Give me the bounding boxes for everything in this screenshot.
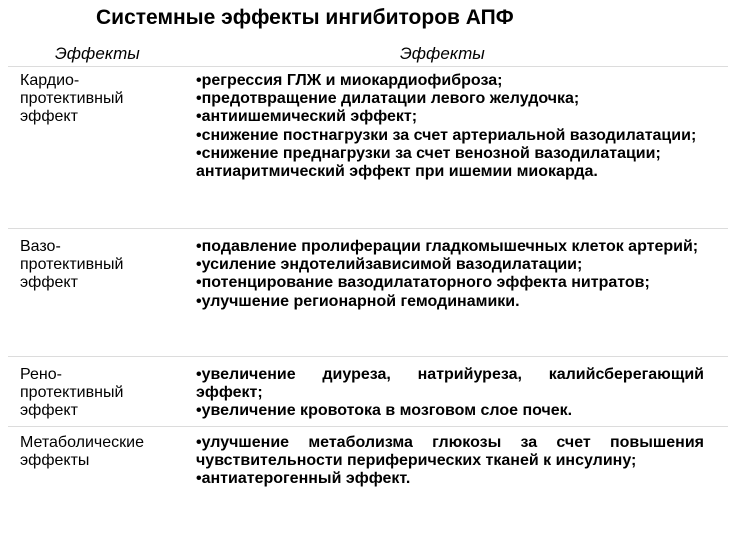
row-label-line: эффект [20,108,78,125]
row-label-line: эффекты [20,452,90,469]
row-label-line: Метаболические [20,434,144,451]
row-label-metabolic [20,434,180,470]
page-title: Системные эффекты ингибиторов АПФ [96,6,514,29]
list-item: •антиатерогенный эффект. [196,470,411,488]
list-item: •увеличение кровотока в мозговом слое почек. [196,402,573,420]
row-label-line: Рено- [20,366,62,383]
row-label-cardioprotective [20,72,180,126]
row-list-cardioprotective [196,72,704,181]
row-label-line: эффект [20,402,78,419]
list-item: •предотвращение дилатации левого желудочка; [196,90,580,108]
row-list-vasoprotective [196,238,704,311]
list-item: •подавление пролиферации гладкомышечных клеток артерий; [196,238,699,255]
list-item: •снижение преднагрузки за счет венозной вазодилатации; [196,144,661,162]
list-item: •усиление эндотелийзависимой вазодилатации; [196,256,583,274]
row-list-metabolic [196,434,704,489]
row-label-vasoprotective [20,238,180,292]
row-label-line: Вазо- [20,238,61,255]
list-item: •потенцирование вазодилататорного эффекта нитратов; [196,274,650,292]
row-label-line: Кардио- [20,72,80,89]
list-item: •улучшение регионарной гемодинамики. [196,292,520,310]
list-item: •улучшение метаболизма глюкозы за счет повышения чувствительности периферических тканей к инсулину; [196,434,704,470]
list-item: антиаритмический эффект при ишемии миокарда. [196,163,598,181]
list-item: •увеличение диуреза, натрийуреза, калийсберегающий эффект; [196,366,704,402]
row-divider [8,426,728,427]
column-header-effects-right: Эффекты [400,44,485,63]
list-item: •антиишемический эффект; [196,108,418,126]
row-divider [8,356,728,357]
list-item: •снижение постнагрузки за счет артериальной вазодилатации; [196,126,697,144]
row-label-line: протективный [20,90,124,107]
row-label-line: протективный [20,384,124,401]
row-label-line: эффект [20,274,78,291]
row-list-renoprotective [196,366,704,421]
column-header-effects-left: Эффекты [55,44,140,63]
row-divider [8,228,728,229]
list-item: •регрессия ГЛЖ и миокардиофиброза; [196,72,503,89]
row-label-renoprotective [20,366,180,420]
row-label-line: протективный [20,256,124,273]
row-divider [8,66,728,67]
